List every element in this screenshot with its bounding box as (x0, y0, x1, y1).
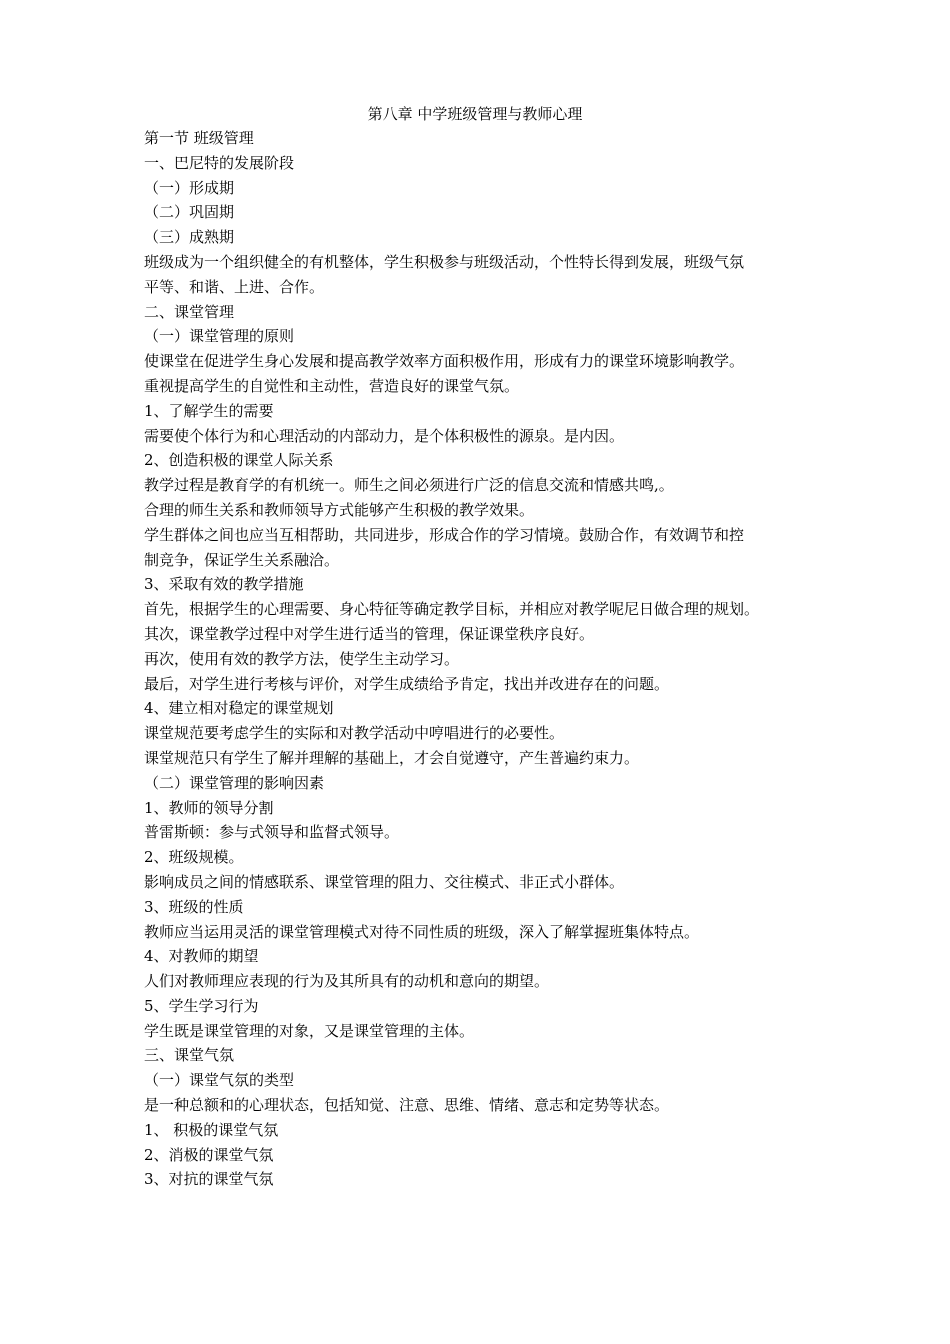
text-line: 教师应当运用灵活的课堂管理模式对待不同性质的班级，深入了解掌握班集体特点。 (144, 922, 700, 941)
text-line: 第一节 班级管理 (144, 129, 254, 147)
text-line: 重视提高学生的自觉性和主动性，营造良好的课堂气氛。 (144, 376, 520, 395)
text-line: （三）成熟期 (144, 228, 235, 247)
text-line: 学生群体之间也应当互相帮助，共同进步，形成合作的学习情境。鼓励合作，有效调节和控 (144, 525, 745, 544)
chapter-title: 第八章 中学班级管理与教师心理 (367, 105, 583, 123)
text-line: 2、消极的课堂气氛 (144, 1145, 274, 1164)
text-line: 是一种总额和的心理状态，包括知觉、注意、思维、情绪、意志和定势等状态。 (144, 1096, 670, 1115)
text-line: 普雷斯顿：参与式领导和监督式领导。 (144, 823, 400, 842)
text-line: 课堂规范只有学生了解并理解的基础上，才会自觉遵守，产生普遍约束力。 (144, 748, 640, 767)
text-line: 二、课堂管理 (144, 302, 235, 321)
text-line: 人们对教师理应表现的行为及其所具有的动机和意向的期望。 (144, 972, 550, 991)
document-body (144, 126, 814, 1192)
text-line: 5、学生学习行为 (144, 996, 259, 1015)
text-line: 4、建立相对稳定的课堂规划 (144, 699, 334, 718)
text-line: 合理的师生关系和教师领导方式能够产生积极的教学效果。 (144, 500, 535, 519)
text-line: （一）课堂管理的原则 (144, 327, 295, 346)
text-line: 最后，对学生进行考核与评价，对学生成绩给予肯定，找出并改进存在的问题。 (144, 674, 670, 693)
text-line: 其次，课堂教学过程中对学生进行适当的管理，保证课堂秩序良好。 (144, 624, 595, 643)
text-line: （一）课堂气氛的类型 (144, 1071, 295, 1090)
text-line: 影响成员之间的情感联系、课堂管理的阻力、交往模式、非正式小群体。 (144, 872, 625, 891)
text-line: 3、采取有效的教学措施 (144, 575, 304, 594)
text-line: 制竞争，保证学生关系融洽。 (144, 550, 340, 569)
text-line: 1、 积极的课堂气氛 (144, 1120, 279, 1139)
text-line: 2、班级规模。 (144, 848, 244, 867)
text-line: 学生既是课堂管理的对象，又是课堂管理的主体。 (144, 1021, 475, 1040)
text-line: 平等、和谐、上进、合作。 (144, 277, 325, 296)
text-line: （二）巩固期 (144, 203, 235, 222)
text-line: 使课堂在促进学生身心发展和提高教学效率方面积极作用，形成有力的课堂环境影响教学。 (144, 352, 745, 371)
text-line: （一）形成期 (144, 178, 235, 197)
text-line: 4、对教师的期望 (144, 947, 259, 966)
text-line: 首先，根据学生的心理需要、身心特征等确定教学目标，并相应对教学呢尼日做合理的规划。 (144, 600, 760, 619)
text-line: 2、创造积极的课堂人际关系 (144, 451, 334, 470)
text-line: 教学过程是教育学的有机统一。师生之间必须进行广泛的信息交流和情感共鸣,。 (144, 476, 674, 495)
text-line: 1、教师的领导分割 (144, 798, 274, 817)
text-line: 一、巴尼特的发展阶段 (144, 153, 295, 172)
text-line: 3、对抗的课堂气氛 (144, 1170, 274, 1189)
text-line: 班级成为一个组织健全的有机整体，学生积极参与班级活动，个性特长得到发展，班级气氛 (144, 252, 745, 271)
text-line: 需要使个体行为和心理活动的内部动力，是个体积极性的源泉。是内因。 (144, 426, 625, 445)
text-line: 1、了解学生的需要 (144, 401, 274, 420)
text-line: 课堂规范要考虑学生的实际和对教学活动中哼唱进行的必要性。 (144, 724, 565, 743)
text-line: （二）课堂管理的影响因素 (144, 773, 325, 792)
text-line: 再次，使用有效的教学方法，使学生主动学习。 (144, 649, 460, 668)
text-line: 3、班级的性质 (144, 897, 244, 916)
text-line: 三、课堂气氛 (144, 1046, 235, 1065)
